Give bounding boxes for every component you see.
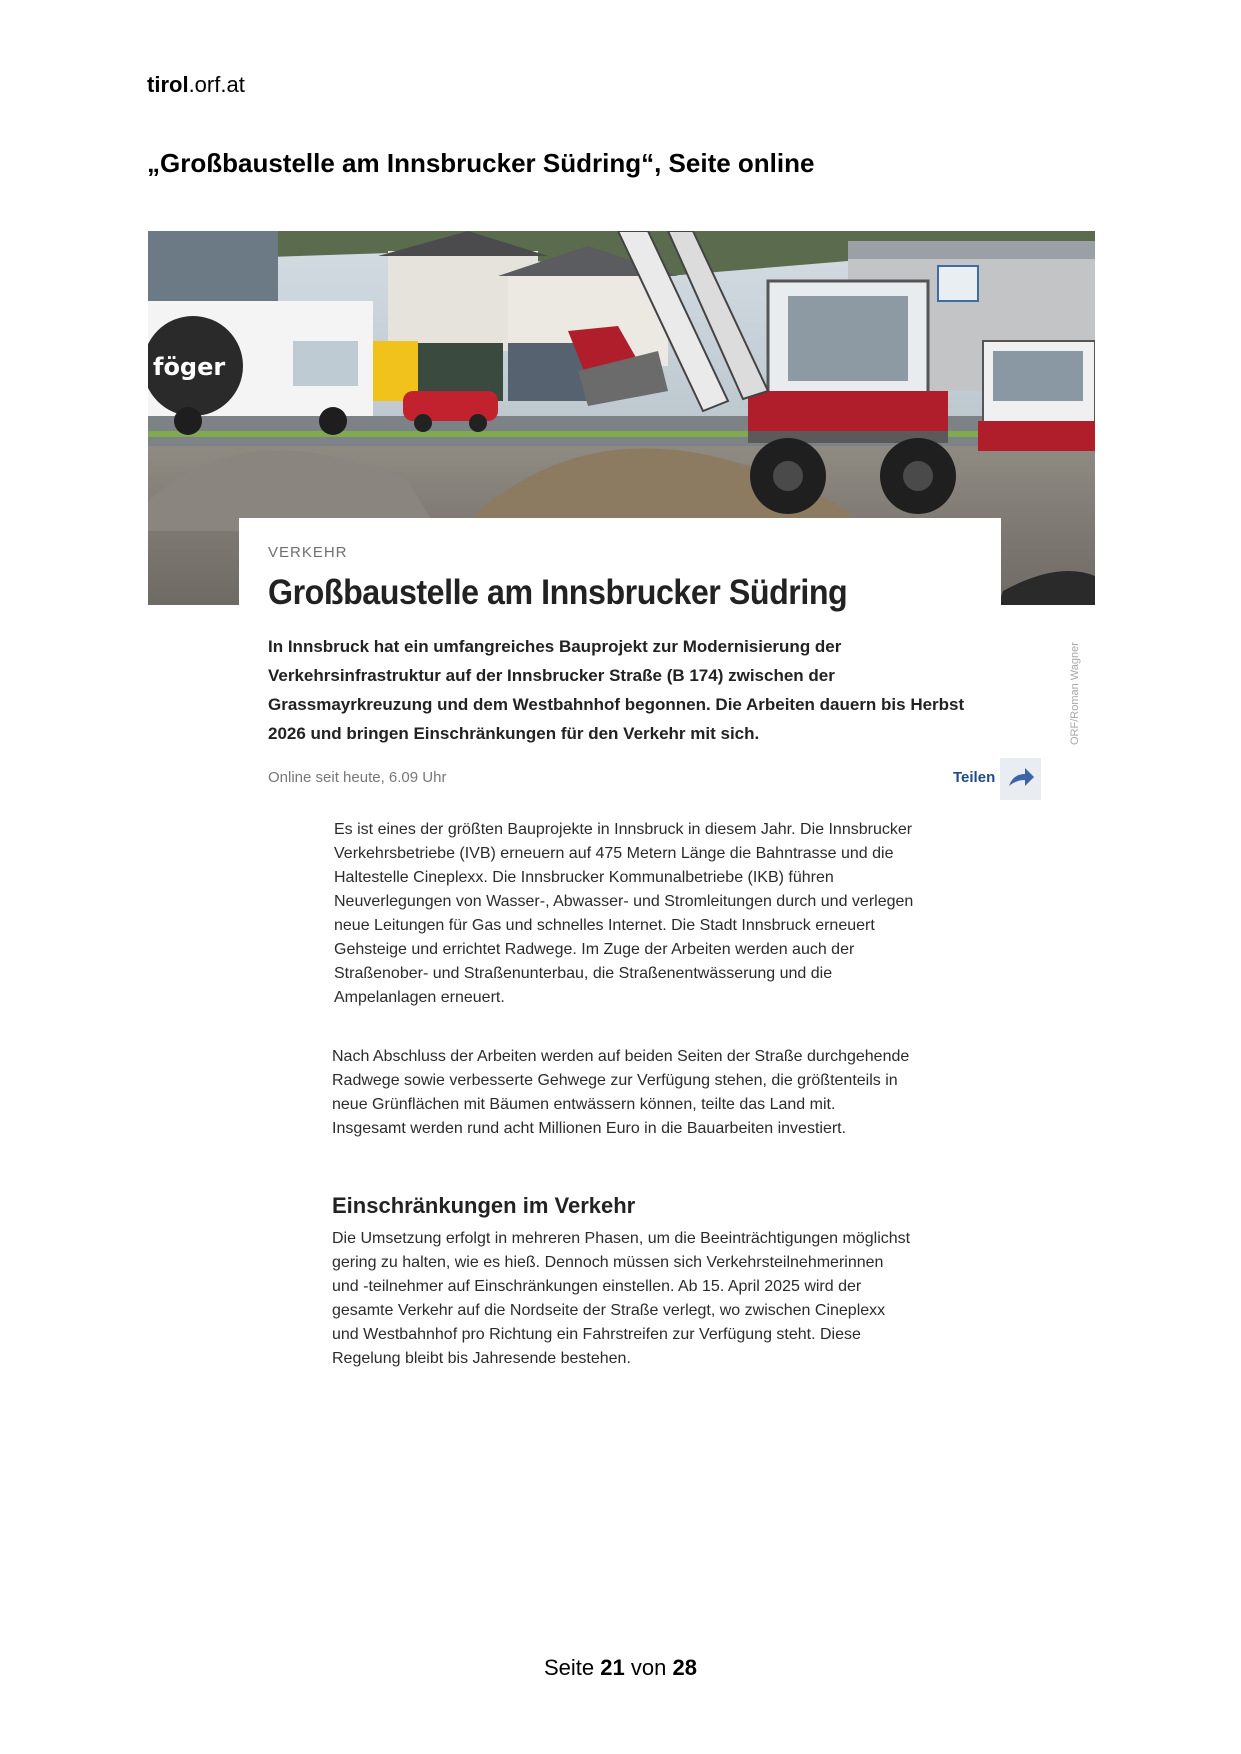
share-label[interactable]: Teilen: [953, 769, 996, 786]
article-category[interactable]: VERKEHR: [268, 544, 348, 561]
article-lead: In Innsbruck hat ein umfangreiches Bauprojekt zur Modernisierung der Verkehrsinfrastruktur auf der Innsbrucker Straße (B 174) zwischen der Grassmayrkreuzung und dem Westbahnhof begonnen. Die Arbeiten dauern bis Herbst 2026 und bringen Einschränkungen für den Verkehr mit sich.: [268, 637, 965, 743]
share-arrow-icon: [1007, 766, 1035, 793]
page-number: [0, 1655, 1241, 1681]
article-paragraph-1: Es ist eines der größten Bauprojekte in Innsbruck in diesem Jahr. Die Innsbrucker Verkehrsbetriebe (IVB) erneuern auf 475 Metern Länge die Bahntrasse und die Haltestelle Cineplexx. Die Innsbrucker Kommunalbetriebe (IKB) führen Neuverlegungen von Wasser-, Abwasser- und Stromleitungen durch und verlegen neue Leitungen für Gas und schnelles Internet. Die Stadt Innsbruck erneuert Gehsteige und errichtet Radwege. Im Zuge der Arbeiten werden auch der Straßenober- und Straßenunterbau, die Straßenentwässerung und die Ampelanlagen erneuert.: [334, 821, 914, 1006]
page-prefix: Seite: [544, 1655, 595, 1680]
publish-timestamp: Online seit heute, 6.09 Uhr: [268, 769, 447, 786]
page-total: 28: [672, 1655, 697, 1680]
article-subheading: Einschränkungen im Verkehr: [332, 1193, 636, 1218]
photo-credit: ORF/Roman Wagner: [1069, 642, 1081, 745]
site-name-bold: tirol: [147, 72, 189, 97]
share-button[interactable]: [1000, 758, 1041, 800]
site-name-domain: .orf.at: [188, 72, 245, 97]
article-paragraph-3: Die Umsetzung erfolgt in mehreren Phasen, um die Beeinträchtigungen möglichst gering zu halten, wie es hieß. Dennoch müssen sich Verkehrsteilnehmerinnen und -teilnehmer auf Einschränkungen einstellen. Ab 15. April 2025 wird der gesamte Verkehr auf die Nordseite der Straße verlegt, wo zwischen Cineplexx und Westbahnhof pro Richtung ein Fahrstreifen zur Verfügung steht. Diese Regelung bleibt bis Jahresende bestehen.: [332, 1230, 911, 1367]
page-middle: von: [630, 1655, 667, 1680]
site-name: [147, 72, 245, 98]
article-paragraph-2: Nach Abschluss der Arbeiten werden auf beiden Seiten der Straße durchgehende Radwege sowie verbesserte Gehwege zur Verfügung stehen, die größtenteils in neue Grünflächen mit Bäumen entwässern können, teilte das Land mit. Insgesamt werden rund acht Millionen Euro in die Bauarbeiten investiert.: [332, 1048, 910, 1137]
svg-text:föger: föger: [153, 353, 226, 381]
page-current: 21: [600, 1655, 625, 1680]
article-headline: Großbaustelle am Innsbrucker Südring: [268, 573, 848, 612]
document-title: „Großbaustelle am Innsbrucker Südring“, Seite online: [147, 148, 815, 178]
